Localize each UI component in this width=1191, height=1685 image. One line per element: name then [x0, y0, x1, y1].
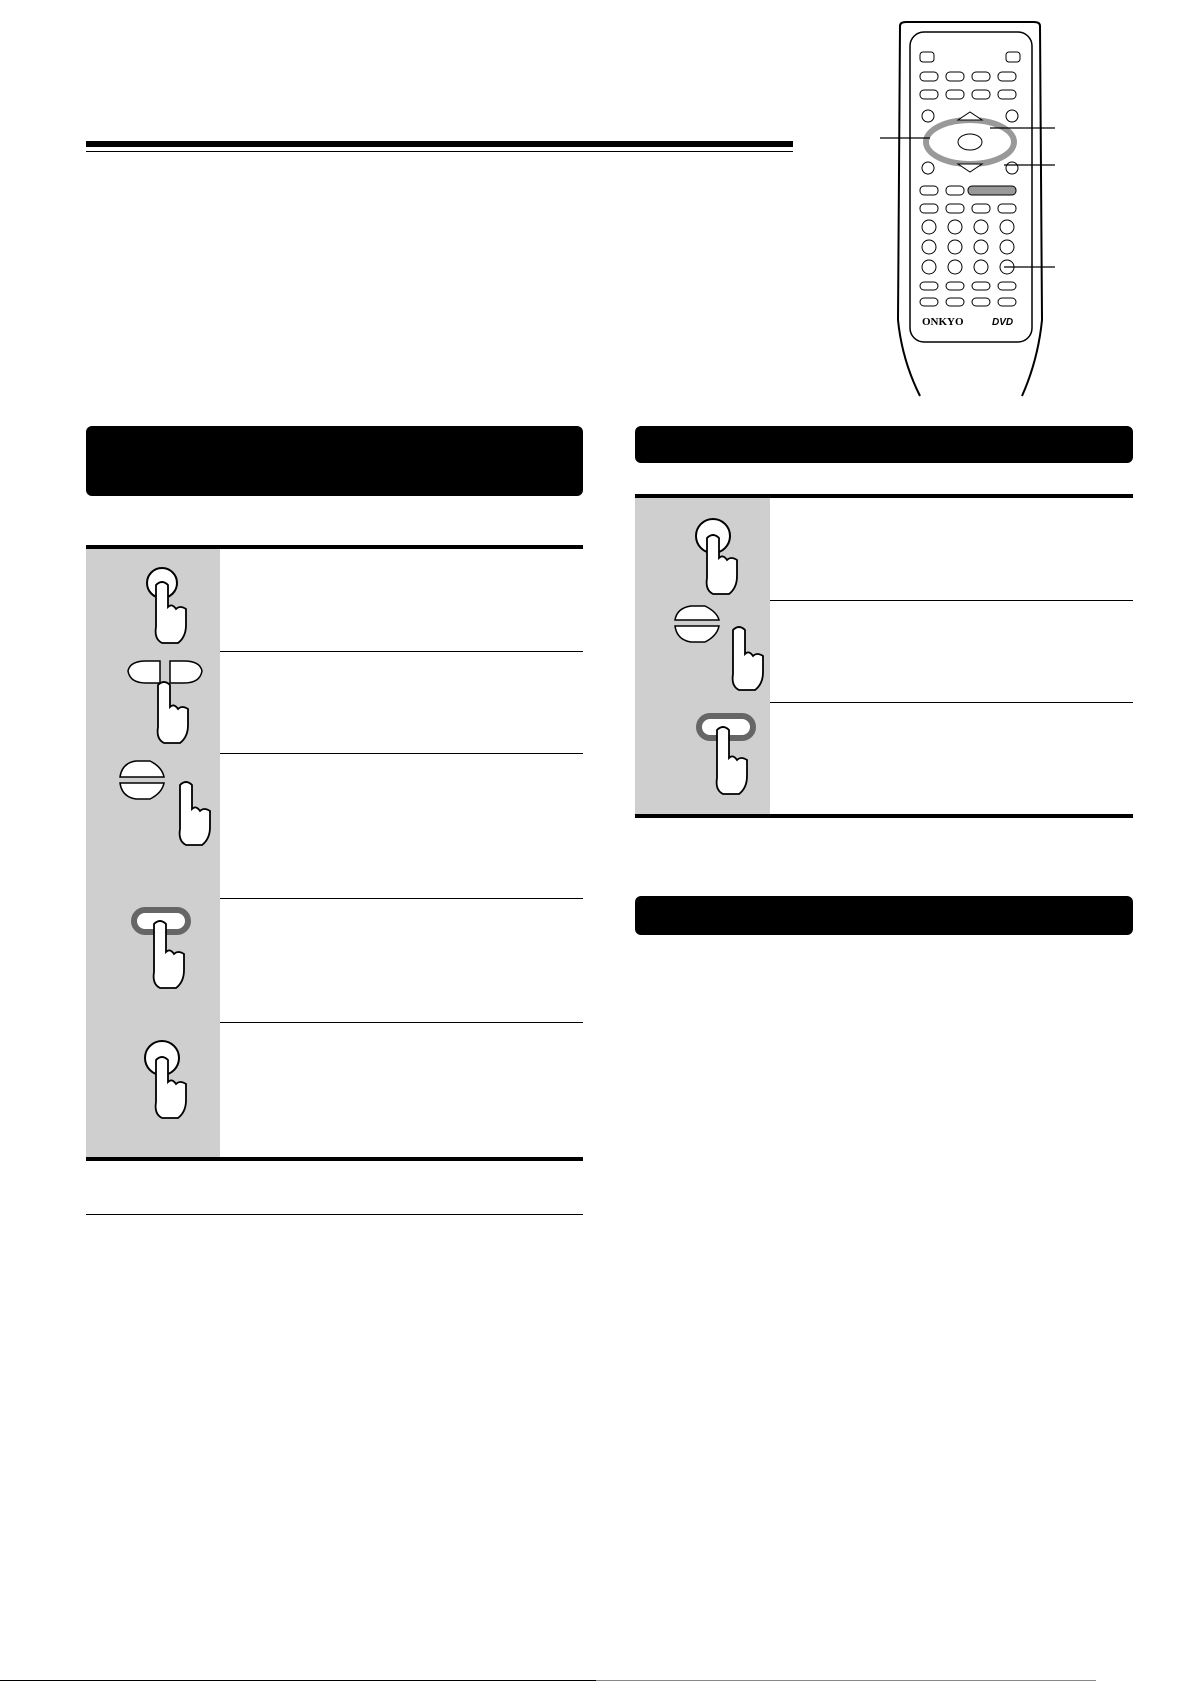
section-header-left: [86, 426, 583, 496]
left-step-3: [86, 753, 583, 899]
right-step-1: [635, 498, 1133, 601]
callout-lines: [870, 120, 1060, 280]
page-bottom-rule-right: [596, 1680, 1096, 1681]
remote-brand-logo: ONKYO: [922, 316, 964, 328]
left-footer-rule: [86, 1214, 583, 1215]
left-step-4: [86, 898, 583, 1023]
oval-button-icon: [635, 702, 770, 814]
up-down-arrow-buttons-icon: [86, 753, 220, 898]
page-bottom-rule: [0, 1680, 596, 1681]
left-step-5: [86, 1022, 583, 1157]
press-button-icon: [86, 1022, 220, 1157]
section-header-right-1: [635, 426, 1133, 463]
right-step-3: [635, 702, 1133, 814]
left-right-arrow-buttons-icon: [86, 651, 220, 753]
press-button-icon: [86, 549, 220, 651]
up-down-arrow-buttons-icon: [635, 600, 770, 702]
section-header-right-2: [635, 896, 1133, 935]
left-step-1: [86, 549, 583, 652]
press-button-icon: [635, 498, 770, 600]
oval-button-icon: [86, 898, 220, 1022]
title-rule-thick: [86, 141, 793, 147]
title-rule-thin: [86, 151, 793, 152]
left-step-2: [86, 651, 583, 754]
left-steps-table: [86, 545, 583, 1161]
right-steps-table: [635, 494, 1133, 818]
right-step-2: [635, 600, 1133, 703]
remote-dvd-logo: DVD: [992, 317, 1014, 328]
